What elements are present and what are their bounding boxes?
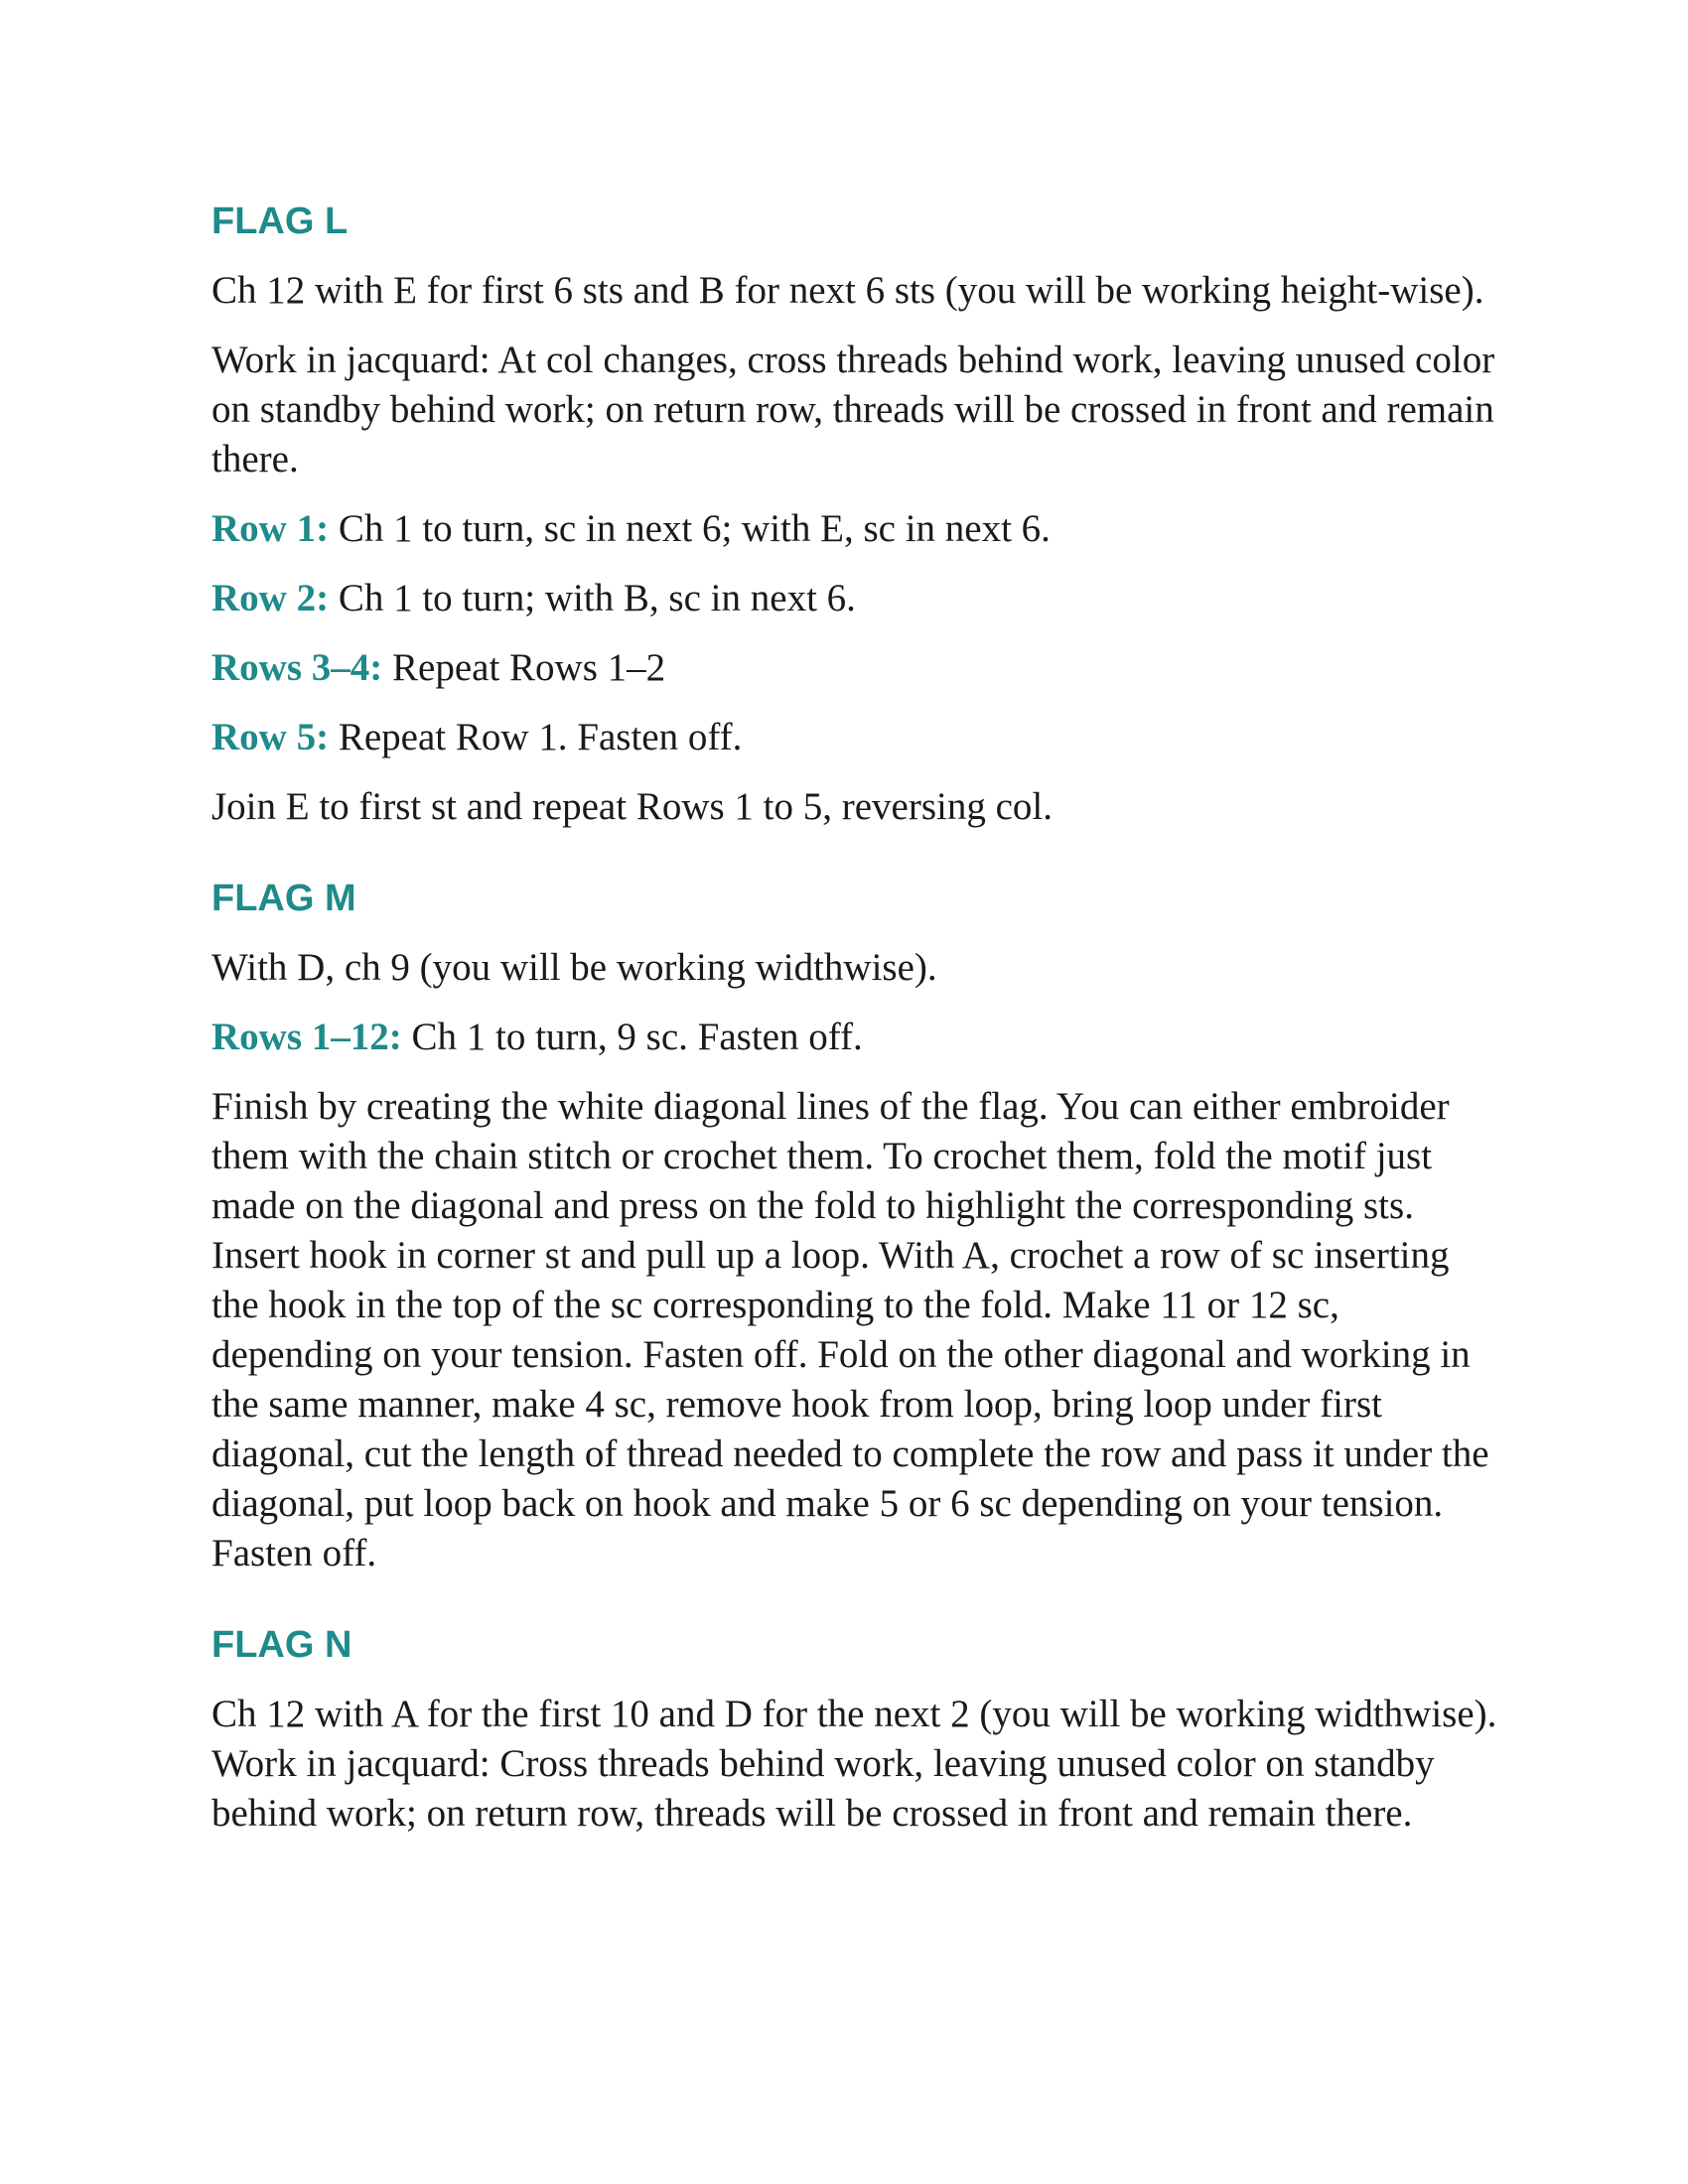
paragraph-text: Finish by creating the white diagonal lines of the flag. You can either embroider them with the chain stitch or crochet them. To crochet them, fold the motif just made on the diagonal and press on the fold to highlight the corresponding sts. Insert hook in corner st and pull up a loop. With A, crochet a row of sc inserting the hook in the top of the sc corresponding to the fold. Make 11 or 12 sc, depending on your tension. Fasten off. Fold on the other diagonal and working in the same manner, make 4 sc, remove hook from loop, bring loop under first diagonal, cut the length of thread needed to complete the row and pass it under the diagonal, put loop back on hook and make 5 or 6 sc depending on your tension. Fasten off. [211,1085,1489,1574]
row-label: Row 5: [211,716,330,758]
row-instruction [211,1013,1502,1062]
section-flag-m [211,874,1502,1578]
row-text: Ch 1 to turn, 9 sc. Fasten off. [411,1016,863,1058]
row-text: Ch 1 to turn; with B, sc in next 6. [338,577,856,619]
paragraph [211,1082,1502,1578]
paragraph [211,266,1502,316]
paragraph [211,782,1502,832]
section-flag-n [211,1620,1502,1839]
row-instruction [211,574,1502,623]
document-page [211,197,1502,1858]
paragraph-text: With D, ch 9 (you will be working widthwise). [211,946,937,989]
paragraph-text: Join E to first st and repeat Rows 1 to 5, reversing col. [211,785,1054,828]
paragraph [211,336,1502,484]
row-instruction [211,713,1502,762]
row-label: Row 2: [211,577,330,619]
row-text: Repeat Row 1. Fasten off. [338,716,743,758]
paragraph [211,943,1502,993]
row-text: Ch 1 to turn, sc in next 6; with E, sc in next 6. [338,507,1051,550]
row-instruction [211,504,1502,554]
section-heading: FLAG N [211,1624,352,1666]
paragraph-text: Work in jacquard: At col changes, cross threads behind work, leaving unused color on standby behind work; on return row, threads will be crossed in front and remain there. [211,339,1495,480]
section-heading: FLAG M [211,878,356,919]
paragraph-text: Ch 12 with A for the first 10 and D for the next 2 (you will be working widthwise). Work in jacquard: Cross threads behind work, leaving unused color on standby behind work; on return row, threads will be crossed in front and remain there. [211,1693,1497,1835]
row-label: Row 1: [211,507,330,550]
section-heading: FLAG L [211,201,349,242]
section-flag-l [211,197,1502,832]
row-text: Repeat Rows 1–2 [392,646,666,689]
paragraph [211,1690,1502,1839]
paragraph-text: Ch 12 with E for first 6 sts and B for next 6 sts (you will be working height-wise). [211,269,1484,312]
row-instruction [211,643,1502,693]
row-label: Rows 1–12: [211,1016,402,1058]
row-label: Rows 3–4: [211,646,383,689]
